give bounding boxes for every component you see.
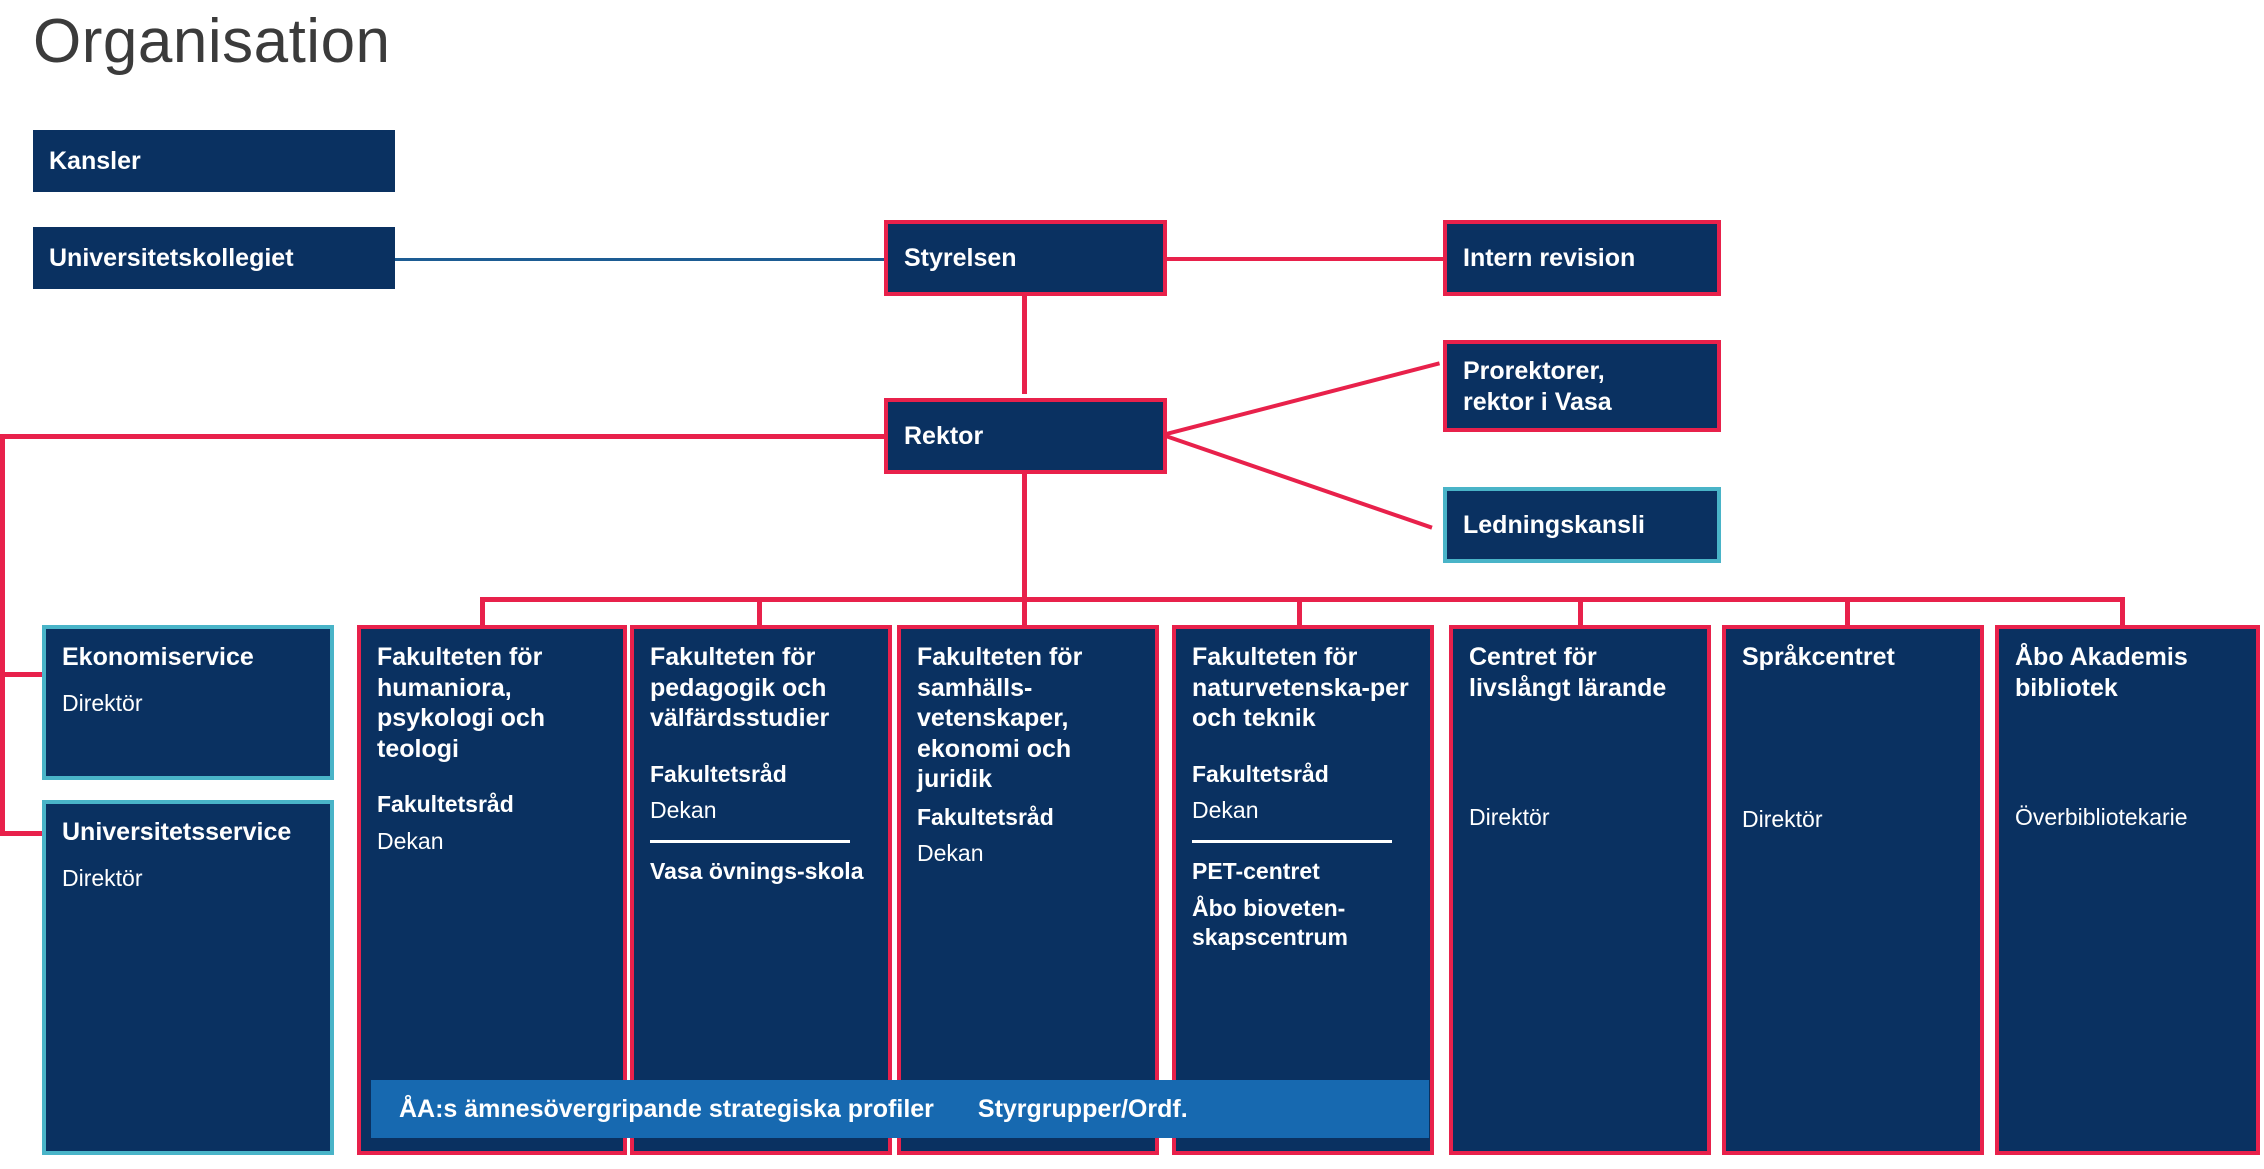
connector-drop-bibliotek — [2120, 597, 2125, 628]
node-fakulteten-naturvetenskaper-extra-1: Åbo bioveten-skapscentrum — [1192, 894, 1348, 950]
node-fakulteten-pedagogik-item-0: Fakultetsråd — [650, 760, 787, 787]
node-ledningskansli-label: Ledningskansli — [1463, 510, 1645, 539]
node-fakulteten-naturvetenskaper-extra-0: PET-centret — [1192, 858, 1320, 885]
node-prorektorer[interactable] — [1443, 340, 1721, 432]
connector-drop-pedagogik — [757, 597, 762, 628]
node-sprakcentret-role: Direktör — [1742, 805, 1823, 832]
node-fakulteten-humaniora-label: Fakulteten för humaniora, psykologi och teologi — [377, 643, 546, 763]
connector-drop-sprakcentret — [1845, 597, 1850, 628]
connector-drop-clls — [1578, 597, 1583, 628]
node-abo-akademis-bibliotek-label: Åbo Akademis bibliotek — [2015, 643, 2188, 702]
node-ledningskansli[interactable] — [1443, 487, 1721, 563]
node-ekonomiservice[interactable] — [42, 625, 334, 780]
node-universitetsservice[interactable] — [42, 800, 334, 1155]
node-fakulteten-humaniora[interactable] — [357, 625, 627, 1155]
node-kansler[interactable] — [33, 130, 395, 192]
node-ekonomiservice-role: Direktör — [62, 689, 143, 716]
connector-services-spine — [0, 434, 5, 834]
strategic-profiles-label: ÅA:s ämnesövergripande strategiska profiler — [399, 1094, 934, 1123]
connector-styrelsen-intern-revision — [1165, 257, 1445, 261]
node-rektor[interactable] — [884, 398, 1167, 474]
node-fakulteten-naturvetenskaper-label: Fakulteten för naturvetenska-per och teknik — [1192, 643, 1409, 732]
node-centret-livslangt-larande-label: Centret för livslångt lärande — [1469, 643, 1667, 702]
node-fakulteten-samhalls-item-1: Dekan — [917, 840, 984, 867]
connector-distribution-bus — [480, 597, 2125, 602]
node-prorektorer-line1: Prorektorer, — [1463, 357, 1605, 385]
connector-drop-humaniora — [480, 597, 485, 628]
node-styrelsen-label: Styrelsen — [904, 243, 1017, 272]
node-fakulteten-naturvetenskaper-item-1: Dekan — [1192, 797, 1259, 824]
node-fakulteten-samhalls-label: Fakulteten för samhälls-vetenskaper, ekonomi och juridik — [917, 643, 1083, 793]
connector-stub-ekonomiservice — [0, 672, 42, 677]
node-fakulteten-samhalls-item-0: Fakultetsråd — [917, 803, 1054, 830]
node-intern-revision-label: Intern revision — [1463, 243, 1636, 272]
connector-drop-samhalls — [1022, 597, 1027, 628]
node-fakulteten-naturvetenskaper[interactable] — [1172, 625, 1434, 1155]
node-universitetskollegiet-label: Universitetskollegiet — [49, 243, 294, 272]
strategic-profiles-steering-groups: Styrgrupper/Ordf. — [977, 1094, 1188, 1123]
node-ekonomiservice-label: Ekonomiservice — [62, 643, 254, 671]
divider-naturvetenskaper — [1192, 840, 1392, 843]
node-abo-akademis-bibliotek[interactable] — [1995, 625, 2260, 1155]
node-prorektorer-line2: rektor i Vasa — [1463, 387, 1612, 416]
connector-stub-universitetsservice — [0, 831, 42, 836]
node-abo-akademis-bibliotek-role: Överbibliotekarie — [2015, 804, 2188, 830]
node-sprakcentret-label: Språkcentret — [1742, 643, 1895, 671]
node-rektor-label: Rektor — [904, 421, 984, 450]
node-fakulteten-pedagogik-extra-0: Vasa övnings-skola — [650, 858, 864, 885]
node-fakulteten-pedagogik-item-1: Dekan — [650, 797, 717, 824]
connector-rektor-ledningskansli — [1165, 434, 1433, 530]
page-title: Organisation — [33, 7, 391, 76]
node-intern-revision[interactable] — [1443, 220, 1721, 296]
node-styrelsen[interactable] — [884, 220, 1167, 296]
node-universitetskollegiet[interactable] — [33, 227, 395, 289]
divider-pedagogik — [650, 840, 850, 843]
connector-rektor-prorektorer — [1166, 361, 1440, 435]
node-fakulteten-pedagogik[interactable] — [630, 625, 892, 1155]
node-fakulteten-humaniora-item-0: Fakultetsråd — [377, 791, 514, 817]
node-sprakcentret[interactable] — [1722, 625, 1984, 1155]
node-fakulteten-pedagogik-label: Fakulteten för pedagogik och välfärdsstudier — [650, 643, 830, 732]
connector-drop-naturvetenskaper — [1297, 597, 1302, 628]
node-universitetsservice-label: Universitetsservice — [62, 818, 292, 846]
connector-rektor-services-horizontal — [0, 434, 886, 439]
node-fakulteten-naturvetenskaper-item-0: Fakultetsråd — [1192, 760, 1329, 787]
node-universitetsservice-role: Direktör — [62, 864, 143, 891]
node-centret-livslangt-larande-role: Direktör — [1469, 804, 1550, 830]
node-fakulteten-humaniora-item-1: Dekan — [377, 827, 444, 854]
connector-kollegiet-styrelsen — [395, 258, 886, 261]
connector-rektor-bus-vertical — [1022, 461, 1027, 601]
node-kansler-label: Kansler — [49, 146, 141, 175]
node-centret-livslangt-larande[interactable] — [1449, 625, 1711, 1155]
strategic-profiles-banner[interactable] — [371, 1080, 1429, 1138]
connector-styrelsen-rektor — [1022, 294, 1027, 394]
node-fakulteten-samhalls[interactable] — [897, 625, 1159, 1155]
